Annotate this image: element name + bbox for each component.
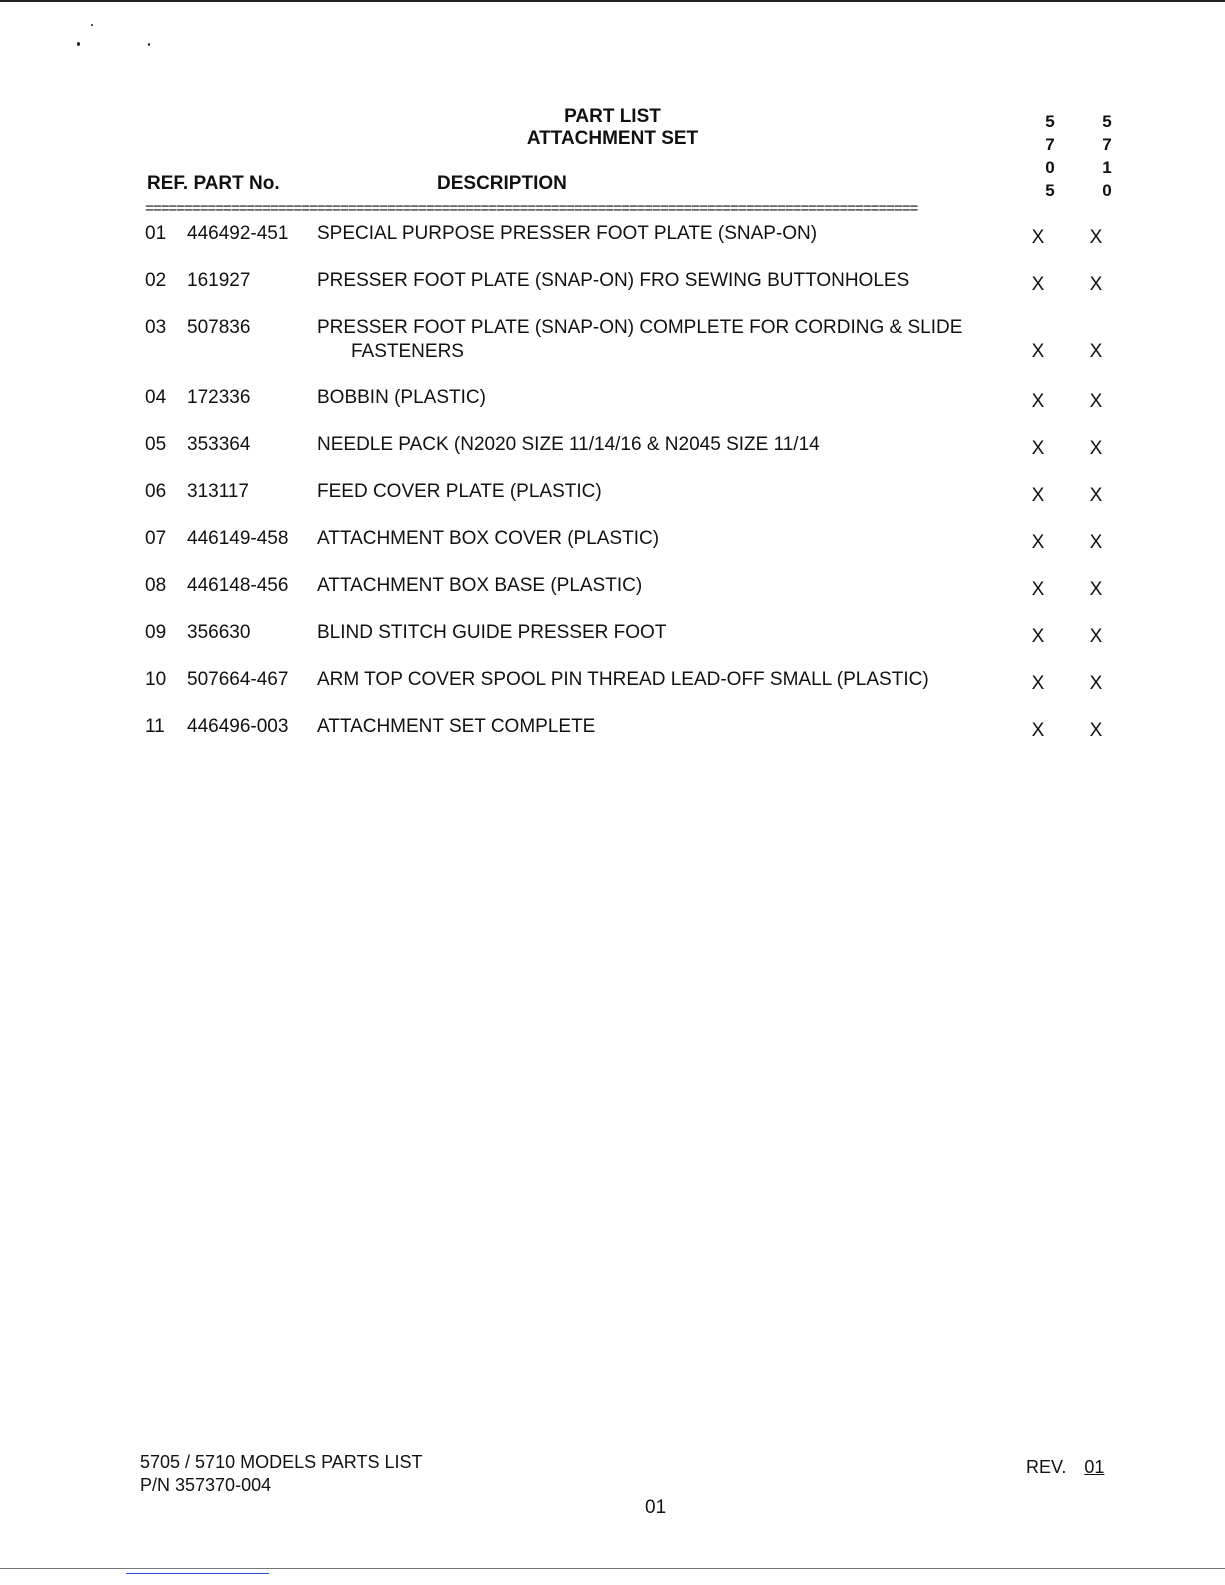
description-text: ATTACHMENT SET COMPLETE	[317, 716, 596, 737]
table-row	[0, 527, 1225, 574]
part-number: 446492-451	[187, 223, 289, 244]
model-5710-mark: X	[1089, 626, 1103, 647]
page-subtitle: ATTACHMENT SET	[526, 128, 699, 149]
part-number: 446149-458	[187, 528, 289, 549]
model-5710-mark: X	[1089, 227, 1103, 248]
part-number: 507836	[187, 317, 251, 338]
table-row	[0, 715, 1225, 762]
footer-models-title: 5705 / 5710 MODELS PARTS LIST	[140, 1452, 423, 1472]
part-description	[317, 668, 1017, 692]
ref-number: 06	[145, 481, 167, 502]
model-5710-mark: X	[1089, 485, 1103, 506]
description-text: BLIND STITCH GUIDE PRESSER FOOT	[317, 622, 667, 643]
description-text: ATTACHMENT BOX BASE (PLASTIC)	[317, 575, 643, 596]
part-description	[317, 316, 1017, 364]
model-digit: 5	[1102, 112, 1112, 131]
ref-part-header: REF. PART No.	[147, 173, 280, 194]
table-row	[0, 433, 1225, 480]
model-5705-mark: X	[1031, 532, 1045, 553]
rev-label: REV.	[1026, 1457, 1067, 1477]
description-text: BOBBIN (PLASTIC)	[317, 387, 486, 408]
model-5710-mark: X	[1089, 673, 1103, 694]
model-5705-mark: X	[1031, 626, 1045, 647]
description-text: ARM TOP COVER SPOOL PIN THREAD LEAD-OFF SMALL (PLASTIC)	[317, 669, 929, 690]
part-description	[317, 715, 1017, 739]
part-description	[317, 386, 1017, 410]
rev-number: 01	[1084, 1457, 1105, 1477]
part-description	[317, 433, 1017, 457]
footer-part-number: P/N 357370-004	[140, 1475, 272, 1495]
table-row	[0, 621, 1225, 668]
document-footer	[140, 1451, 422, 1497]
scan-speck	[91, 24, 93, 26]
model-5710-mark: X	[1089, 438, 1103, 459]
table-row	[0, 386, 1225, 433]
revision-label	[1026, 1456, 1116, 1479]
table-row	[0, 316, 1225, 386]
part-description	[317, 222, 1017, 246]
model-5710-mark: X	[1089, 341, 1103, 362]
part-number: 313117	[187, 481, 249, 502]
ref-number: 04	[145, 387, 167, 408]
ref-number: 02	[145, 270, 167, 291]
model-5705-mark: X	[1031, 274, 1045, 295]
ref-number: 05	[145, 434, 167, 455]
model-header-5710	[1097, 110, 1117, 202]
part-description	[317, 480, 1017, 504]
part-number: 507664-467	[187, 669, 289, 690]
model-5710-mark: X	[1089, 579, 1103, 600]
model-header-5705	[1040, 110, 1060, 202]
ref-number: 10	[145, 669, 167, 690]
model-5705-mark: X	[1031, 391, 1045, 412]
ref-number: 09	[145, 622, 167, 643]
separator-line: ===================================================================================================	[145, 202, 918, 218]
scan-speck	[77, 42, 80, 46]
model-digit: 0	[1102, 181, 1112, 200]
description-text: ATTACHMENT BOX COVER (PLASTIC)	[317, 528, 660, 549]
page-title: PART LIST	[564, 106, 661, 127]
model-5705-mark: X	[1031, 227, 1045, 248]
model-digit: 7	[1102, 135, 1112, 154]
part-number: 446496-003	[187, 716, 289, 737]
footer-link-underline	[126, 1573, 269, 1574]
table-row	[0, 574, 1225, 621]
model-5705-mark: X	[1031, 579, 1045, 600]
model-5705-mark: X	[1031, 485, 1045, 506]
part-description	[317, 527, 1017, 551]
description-text: FEED COVER PLATE (PLASTIC)	[317, 481, 602, 502]
ref-number: 07	[145, 528, 167, 549]
table-row	[0, 269, 1225, 316]
ref-number: 08	[145, 575, 167, 596]
part-number: 356630	[187, 622, 251, 643]
description-text: NEEDLE PACK (N2020 SIZE 11/14/16 & N2045 SIZE 11/14	[317, 434, 820, 455]
table-row	[0, 222, 1225, 269]
model-digit: 1	[1102, 158, 1112, 177]
part-description	[317, 574, 1017, 598]
scan-speck	[148, 43, 150, 46]
description-text: PRESSER FOOT PLATE (SNAP-ON) FRO SEWING BUTTONHOLES	[317, 270, 910, 291]
model-5710-mark: X	[1089, 274, 1103, 295]
model-5710-mark: X	[1089, 391, 1103, 412]
part-description	[317, 269, 1017, 293]
page-number: 01	[645, 1497, 667, 1518]
model-5705-mark: X	[1031, 673, 1045, 694]
part-number: 446148-456	[187, 575, 289, 596]
part-description	[317, 621, 1017, 645]
table-row	[0, 668, 1225, 715]
model-digit: 7	[1045, 135, 1055, 154]
description-header: DESCRIPTION	[437, 173, 567, 194]
part-number: 172336	[187, 387, 251, 408]
model-digit: 0	[1045, 158, 1055, 177]
table-row	[0, 480, 1225, 527]
bottom-border	[0, 1568, 1225, 1569]
part-number: 161927	[187, 270, 251, 291]
ref-number: 01	[145, 223, 167, 244]
model-5705-mark: X	[1031, 720, 1045, 741]
model-5705-mark: X	[1031, 438, 1045, 459]
parts-table	[0, 222, 1225, 762]
model-5705-mark: X	[1031, 341, 1045, 362]
model-5710-mark: X	[1089, 720, 1103, 741]
model-digit: 5	[1045, 181, 1055, 200]
model-digit: 5	[1045, 112, 1055, 131]
description-text: SPECIAL PURPOSE PRESSER FOOT PLATE (SNAP-ON)	[317, 223, 818, 244]
top-border	[0, 0, 1225, 2]
part-number: 353364	[187, 434, 251, 455]
ref-number: 11	[145, 716, 165, 737]
description-text: PRESSER FOOT PLATE (SNAP-ON) COMPLETE FOR CORDING & SLIDE	[317, 317, 963, 338]
ref-number: 03	[145, 317, 167, 338]
model-5710-mark: X	[1089, 532, 1103, 553]
description-continuation: FASTENERS	[351, 341, 464, 362]
